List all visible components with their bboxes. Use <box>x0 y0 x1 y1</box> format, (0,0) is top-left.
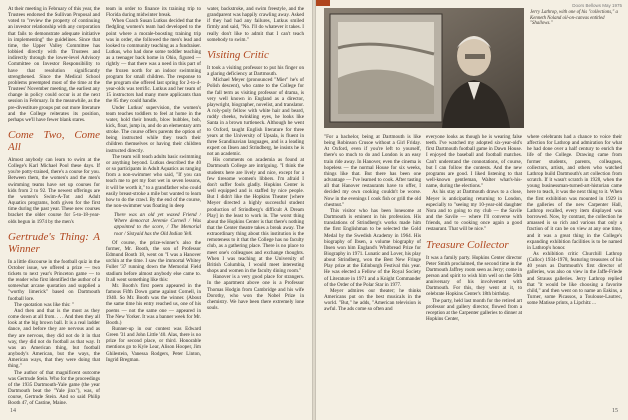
paragraph: Meyer admires our theater; he thinks Americans put on the best musicals in the world. "But," he adds, "American television is awful. The ads come so often and <box>324 287 421 313</box>
paragraph: The team will teach adults basic swimming or anything beyond. Lutkus described the 40 or so participants in Adult Aquatics as ranging from a non-swimmer who said, "If you can teach me to get my foot wet in seven lessons, it will be worth it," to a grandfather who could easily breast-stroke a mile but wanted to learn how to do the crawl. By the end of the course, the non-swimmer was floating in deep <box>106 153 201 209</box>
paragraph: When Coach Susan Lutkus decided that the fledgling women's team had developed to the point where a morale-boosting training trip was in order, she followed the men's lead and looked to community teaching as a fundraiser. Lutkus, who had done some toddler teaching as a teenager back home in Ohio, figured — rightly — that there was a need in this part of the frozen north for an indoor swimming program for small children. The response to the program she offered last spring for 2-to-4-year-olds was terrific. Lutkus and her team of 15 instructors had many more applicants than the 85 they could handle. <box>106 18 201 105</box>
photo-jerry-lathrop <box>324 8 524 128</box>
left-page <box>0 0 312 420</box>
paragraph: Under Lutkus' supervision, the women's team teaches toddlers to feel at home in the water, hold their breath, blow bubbles, bob, kick, float, jump in, and do an elementary arm stroke. The course offers parents the option of being instructed while they teach their children themselves or having their children instructed directly. <box>106 104 201 154</box>
left-column-2 <box>106 6 201 406</box>
paragraph: His comments on academia as found at Dartmouth College are intriguing. "I think the students here are lively and nice, except for a few tiresome women's libbers. I'm afraid I don't suffer fools gladly. Hopkins Center is well equipped and is staffed by nice people. But I didn't like the Hopkins Theater [where Meyer directed a highly successful student production of Strindberg's difficult A Dream Play] in the least to work in. The worst thing about the Hopkins Center is that there's nothing that the Center theatre takes a break away. The extraordinary thing about this institution is the remoteness to it that the College has no faculty club, as a gathering place. There is no place to meet one's colleagues and exchange thoughts. When I was teaching at the University of British Columbia, I would meet interesting shops and women in the faculty dining room." <box>207 157 304 275</box>
paragraph: everyone looks as though he is wearing false teeth. I've watched my adopted six-year-old's first Dartmouth football game in Dawn House. I enjoyed the baseball and football matches. Can't understand the connotations, of course, but I can follow the contests. And the new programs are good. I liked listening to that well-known gentleman, Walter what's-his-name, during the elections." <box>426 134 522 190</box>
page-number-left: 14 <box>10 408 16 414</box>
paragraph: This visitor who has been lonesome at Dartmouth is eminent in his profession. His translations of Strindberg's works made him the first Englishman to be selected the Gold Medal by the Swedish Academy in 1964. His biography of Ibsen, a volume biography of Ibsen won him England's Whitbread Prize for Biography in 1971. Lunatic and Lover, his play about Strindberg, won the Best New Fringe Play prize at the Edinburgh Festival this year. He was elected a Fellow of the Royal Society of Literature in 1971 and a Knight Commander of the Order of the Polar Star in 1977. <box>324 207 421 288</box>
section-heading-visiting-critic: Visiting Critic <box>207 48 269 61</box>
right-column-2 <box>426 134 522 406</box>
section-heading-come-two: Come Two, Come All <box>8 128 100 153</box>
paragraph: Mr. Booth's first poem appeared in the famous Fifth Down game against Cornell, in 1940. So Mr. Booth was the winner. (About the same time his entry reached us, one of his poems — not the same one — appeared in The New Yorker. It was a banner week for Mr. Booth.) <box>106 282 201 326</box>
page-number-right: 15 <box>612 408 618 414</box>
left-column-1 <box>8 6 100 406</box>
paragraph: And then and that is the most as they come down at all from. . . . And then they all look at the big brown ball. It is a real ladder dance, and before they are nervous and as they are nervous, they did not do it in that way, they did not do football as that way. It was an American thing, but football anybody's American, but the ways, the American ways, that they were doing that thing." <box>8 307 100 370</box>
paragraph: It was a family party. Hopkins Center director Peter Smith proclaimed, the second time in the Dartmouth Jaffrey room seen as Jerry; come in person and spirit to wish him well on the 50th anniversary of his involvement with Dartmouth. For this, they went at it, to celebrate Hopkins Center's 18th birthday. <box>426 254 522 298</box>
section-heading-gertrude: Gertrude's Thing: A Winner <box>8 230 100 255</box>
section-heading-treasure-collector: Treasure Collector <box>426 238 509 251</box>
right-column-1 <box>324 134 421 406</box>
paragraph: team in order to finance its training trip to Florida during midwinter break. <box>106 6 201 19</box>
paragraph: Of course, the prize-winner's also the former, Mr. Booth, the son of Professor Edmund Booth 18, went on "I was a Hanover urchin at the time. I saw the immortal Whitey Fuller '37 running down the Memorial Field stadium before almost anybody else came to. It all went something like this: <box>106 239 201 283</box>
paragraph: At their meeting in February of this year, the Trustees endorsed the Sullivan Proposal and voted to "review the property of continuing an investor relationship with any corporation that fails to demonstrate adequate initiative in implementing" the guidelines. Since that time, the Upper Valley Committee has lobbied directly with the Trustees and indirectly through the lower-level Advisory Committee on Investor Responsibility to have that resolution significantly strengthened. Since the Medical School problems preempted most of the time at the Trustees' November meeting, the earliest any change in policy could occur is at the next session in February. In the meanwhile, as the pre-divestiture groups put out more literature and the College reiterates its position, perhaps we'll have fewer blank stares. <box>8 6 100 123</box>
left-column-3 <box>207 6 304 406</box>
photo-image <box>324 8 524 128</box>
running-head: Doors Bellows May 1975 <box>572 3 622 8</box>
paragraph: water, backstroke, and swim freestyle, and the grandparent was happily crawling away. Asked if they had had any failures, Lutkus smiled firmly and said, "No. I'll do whatever it takes. I really don't like to admit that I can't teach somebody to swim." <box>207 6 304 43</box>
photo-caption: Jerry Lathrop, with one of his "collections," a Kenneth Noland oil-on-canvas entitled "Shallows." <box>530 10 618 27</box>
paragraph: The author of that magnificent outcome was Gertrude Stein. Who for the proceedings of the 1935 Dartmouth-Yale game (the year Dartmouth beat the "Yale jinx"), was, of course, Gertrude Stein. And so said Philip Booth 47, of Castine, Maine. <box>8 369 100 406</box>
paragraph: Hanover is a very good place for strangers. In the apartment above one is a Professor Thomas Hodgin from Cambridge and his wife Dorothy, who won the Nobel Prize in chemistry. We have been there extremely lone souls. <box>207 274 304 312</box>
paragraph: The quotation was like this: " <box>14 301 74 308</box>
paragraph: As his stay at Dartmouth draws to a close, Meyer is anticipating returning to London, especially to "seeing my 10-year-old daughter Nora and to going to my club — the Savile and the Savile — where I'll converse with friends, and to cooking once again a good restaurant. That will be nice." <box>426 189 522 233</box>
paragraph: As exhibition critic Churchill Lathrop (Calloc) 1934-1978, featuring treasures of his 40 years as Dartmouth's first director of galleries, was also on view in the Jaffe-Friede and Strauss galleries. Jerry Lathrop replied that "it would be like choosing a favorite child," and then went on to name an Eakins, a Turner, some Picassos, a Toulouse-Lautrec, some Matisse prints, a Lipchitz ... <box>527 250 622 307</box>
paragraph: Michael Meyer (pronounced "Mier" he's of Polish descent), who came to the College for the fall term as visiting professor of drama, is very well known in England as a director, playwright, biographer, novelist, and translator. A roly-poly fellow with white hair and beard, ruddy cheeks, twinkling eyes, he looks like Santa in a brown turtleneck. Although he went to Oxford, taught English literature for three years at the University of Upsala, is fluent in three Scandinavian languages, and is a leading expert on Ibsen and Strindberg, he insists he is not an academic. <box>207 77 304 158</box>
paragraph: The party, held last month for the retired art professor and gallery director, flowed from a reception at the Carpenter galleries to dinner at Hopkins Center, <box>426 297 522 323</box>
limerick: There was an old yet waxed Friend / Where democrat Jeremie Cornell / Was appointed to the score, / The Memorial roar / Sixtyaid has the Old Indian Yell. <box>114 212 201 237</box>
paragraph: Almost anybody can learn to swim at the College's Karl Michael Pool these days. If you're potty-trained, there's a course for you. Between them, the women's and the men's swimming teams have set up courses for kids from 2 to 92. The newest offerings are the women's Swim-A-Tot and Adult Aquatics programs, both given for the first time during the past year. These new courses bracket the older course for 5-to-18-year-olds begun in 1974 by the men's <box>8 156 100 225</box>
right-column-3 <box>527 134 622 406</box>
paragraph: In a little discourse in the football quiz in the October issue, we offered a prize — two tickets to next year's Princeton game — to the reader who first identified the author of a somewhat arcane quotation and supplied a "worthy limerick" based on Dartmouth football lore. <box>8 258 100 302</box>
paragraph: It took a visiting professor to put his finger on a glaring deficiency at Dartmouth. <box>207 64 304 78</box>
right-page <box>316 0 628 420</box>
paragraph: where celebrants had a chance to voice their affection for Lathrop and admiration for what he had done over a half century to enrich the life of the College. Drawing came from former students, parents, colleagues, collectors, artists, and others who watched Lathrop build Dartmouth's art collection from scratch. If it wasn't scratch in 1928, when the young businessman-turned-art-historian came here to teach, it was the next thing to it. When the first exhibition was mounted in 1929 in the galleries of the new Carpenter Hall, Lathrop recalled, every item displayed was borrowed. Now, by contrast, the collection he amassed is so rich and various that only a fraction of it can be on view at any one time, and it was a great thing in the College's expanding exhibition facilities is to be named in Lathrop's honor. <box>527 134 622 251</box>
accent-bar <box>316 0 330 6</box>
paragraph: Runner-up in our contest was Edward Green '31 and John Little '40. Alas, there is no prize for second place, or third. Honorable mentions go to Kyle Lear, Alison Hooper, Jim Ghilestein, Vanessa Rodgers, Peter Linton, Ingrid Bregman. <box>106 325 201 363</box>
paragraph: "For a bachelor, being at Dartmouth is like being Robinson Crusoe without a Girl Friday. At Oxford, even if you're left to yourself, there's so much to do and London is an easy train ride away. In Hanover, even the cinema is hopeless — the normal House for six weeks, things like that. But there has been one advantage — I've learned to cook. After tasting all that Hanover restaurants have to offer, I decided my own cooking couldn't be worse. Now in the evenings I cook fish or grill the old chestnut." <box>324 134 421 208</box>
